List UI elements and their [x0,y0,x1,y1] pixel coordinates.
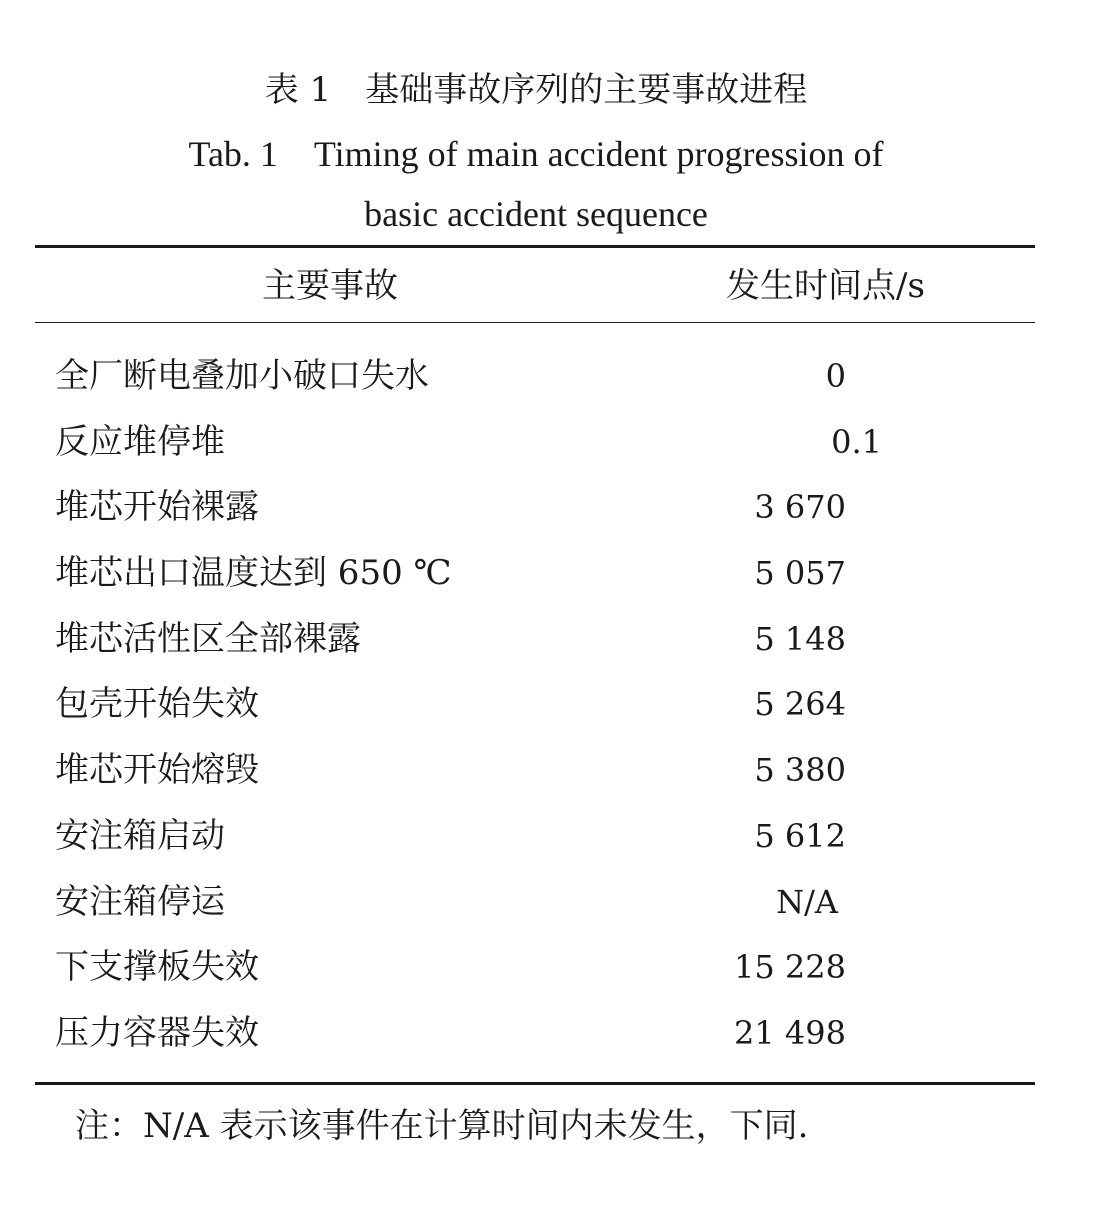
column-header-time: 发生时间点/s [726,266,925,306]
table-caption-chinese: 表 1 基础事故序列的主要事故进程 [264,70,808,110]
column-header-event: 主要事故 [262,266,398,306]
event-cell: 全厂断电叠加小破口失水 [55,356,429,396]
table-bottom-rule [35,1082,1035,1085]
table-row [0,541,1106,607]
time-cell: N/A [776,882,838,921]
table-row [0,475,1106,541]
table-caption-english [0,124,1072,244]
event-cell: 安注箱启动 [55,815,225,856]
event-cell: 压力容器失效 [55,1012,259,1053]
event-cell: 安注箱停运 [55,881,225,922]
time-cell: 3 670 [754,488,846,527]
time-cell: 5 380 [754,751,846,790]
time-cell: 0.1 [831,422,882,461]
table-row [0,804,1106,870]
time-cell: 15 228 [734,948,846,987]
table-row [0,1001,1106,1067]
time-cell: 5 264 [754,685,846,724]
time-cell: 5 057 [754,554,846,593]
event-cell: 堆芯开始熔毁 [55,750,259,791]
table-footnote: 注：N/A 表示该事件在计算时间内未发生，下同. [75,1106,809,1146]
table-header-rule [35,322,1035,323]
time-cell: 5 148 [754,619,846,658]
event-cell: 堆芯开始裸露 [55,487,259,528]
event-cell: 反应堆停堆 [55,421,225,462]
table-row [0,738,1106,804]
event-cell: 包壳开始失效 [55,684,259,725]
table-caption-english-line1: Tab. 1 Timing of main accident progression of [188,134,884,174]
event-cell: 堆芯活性区全部裸露 [55,618,361,659]
table-body [0,344,1106,1067]
event-cell: 下支撑板失效 [55,947,259,988]
event-cell: 堆芯出口温度达到 650 ℃ [55,553,452,594]
time-cell: 21 498 [734,1013,846,1052]
table-row [0,344,1106,410]
table-row [0,870,1106,936]
table-top-rule [35,245,1035,248]
time-cell: 5 612 [754,816,846,855]
table-row [0,672,1106,738]
table-caption-english-line2: basic accident sequence [364,194,708,234]
time-cell: 0 [825,357,846,395]
table-row [0,607,1106,673]
table-row [0,935,1106,1001]
table-row [0,410,1106,476]
